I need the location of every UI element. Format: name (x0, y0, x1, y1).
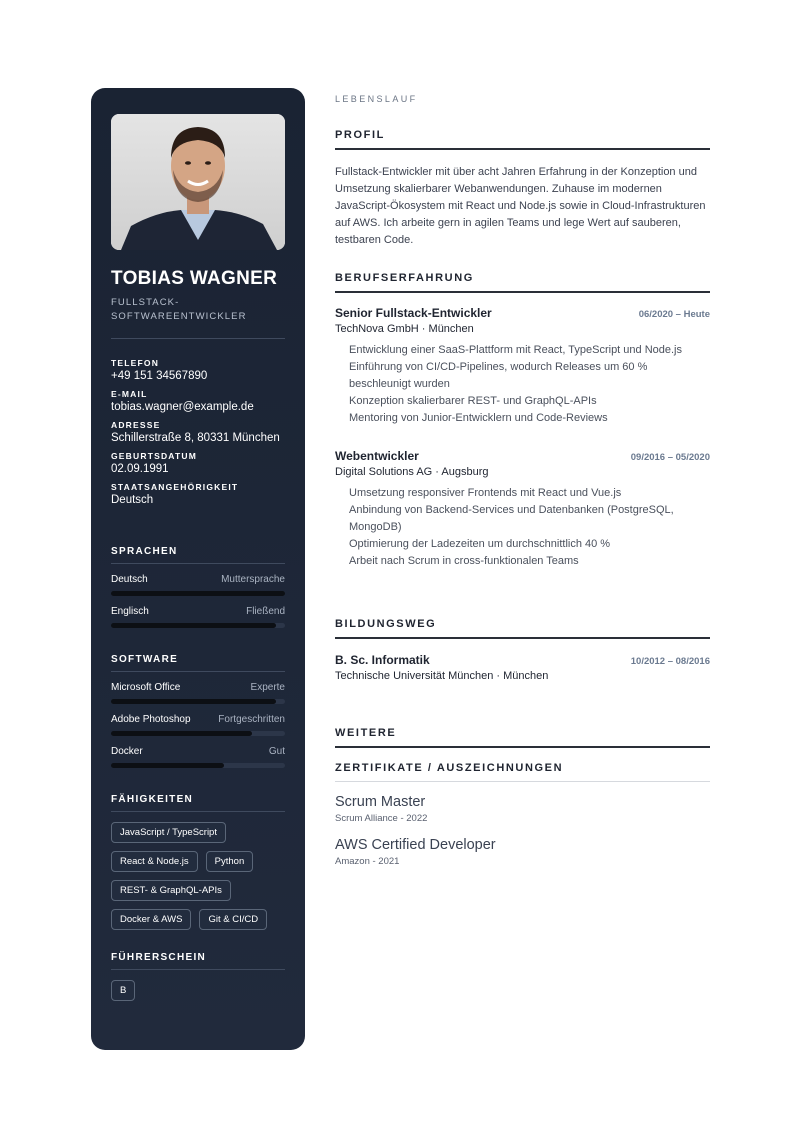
document-label: LEBENSLAUF (335, 94, 418, 104)
skill-tag: React & Node.js (111, 851, 198, 872)
contact-label: TELEFON (111, 358, 160, 368)
software-heading: SOFTWARE (111, 654, 285, 672)
certificate-name: Scrum Master (335, 794, 426, 810)
job-date: 06/2020 – Heute (638, 309, 710, 320)
education-heading: BILDUNGSWEG (335, 618, 710, 639)
language-level-bar (111, 623, 285, 628)
experience-heading: BERUFSERFAHRUNG (335, 272, 710, 293)
contact-value: Schillerstraße 8, 80331 München (111, 432, 280, 444)
job-duty: Optimierung der Ladezeiten um durchschnittlich 40 % (349, 538, 611, 550)
language-name: Deutsch (111, 574, 148, 585)
certificate-meta: Amazon - 2021 (335, 856, 400, 867)
skill-tag: JavaScript / TypeScript (111, 822, 226, 843)
level-bar-fill (111, 731, 252, 736)
skill-tags (111, 822, 285, 930)
job-title: Senior Fullstack-Entwickler (335, 306, 492, 320)
languages-heading: SPRACHEN (111, 546, 285, 564)
job-duty: Mentoring von Junior-Entwicklern und Code-Reviews (349, 412, 608, 424)
contact-section (111, 358, 285, 513)
degree-title: B. Sc. Informatik (335, 653, 430, 667)
job-duty: Einführung von CI/CD-Pipelines, wodurch Releases um 60 % beschleunigt wurden (349, 361, 648, 390)
level-bar-fill (111, 591, 285, 596)
contact-value: 02.09.1991 (111, 463, 169, 475)
contact-value: +49 151 34567890 (111, 370, 208, 382)
skills-section (111, 794, 285, 930)
other-heading: WEITERE (335, 727, 710, 748)
profile-photo (111, 114, 285, 250)
languages-section (111, 546, 285, 628)
language-row (111, 606, 285, 628)
contact-item-birthdate (111, 451, 285, 475)
software-name: Docker (111, 746, 143, 757)
certificate-entry (335, 837, 496, 867)
job-duty: Anbindung von Backend-Services und Datenbanken (PostgreSQL, MongoDB) (349, 504, 674, 533)
certificate-meta: Scrum Alliance - 2022 (335, 813, 428, 824)
software-row (111, 714, 285, 736)
divider (111, 338, 285, 339)
education-entry (335, 653, 710, 682)
skill-tag: Docker & AWS (111, 909, 191, 930)
contact-item-phone (111, 358, 285, 382)
contact-item-email (111, 389, 285, 413)
software-row (111, 682, 285, 704)
contact-value: Deutsch (111, 494, 154, 506)
software-level-bar (111, 699, 285, 704)
skill-tag: Git & CI/CD (199, 909, 267, 930)
contact-label: GEBURTSDATUM (111, 451, 198, 461)
software-level: Experte (250, 682, 285, 693)
contact-value: tobias.wagner@example.de (111, 401, 254, 413)
software-level-bar (111, 763, 285, 768)
software-section (111, 654, 285, 768)
language-level: Fließend (246, 606, 285, 617)
job-company: TechNova GmbH · München (335, 323, 474, 335)
contact-label: STAATSANGEHÖRIGKEIT (111, 482, 239, 492)
software-name: Microsoft Office (111, 682, 181, 693)
job-duty: Arbeit nach Scrum in cross-funktionalen Teams (349, 555, 579, 567)
license-tag: B (111, 980, 135, 1001)
software-level: Fortgeschritten (218, 714, 285, 725)
language-level-bar (111, 591, 285, 596)
person-job-title: FULLSTACK-SOFTWAREENTWICKLER (111, 297, 247, 322)
job-duty: Umsetzung responsiver Frontends mit React und Vue.js (349, 487, 622, 499)
level-bar-fill (111, 699, 276, 704)
sidebar (91, 88, 305, 1050)
education-school: Technische Universität München · München (335, 670, 549, 682)
language-name: Englisch (111, 606, 149, 617)
job-date: 09/2016 – 05/2020 (630, 452, 710, 463)
skills-heading: FÄHIGKEITEN (111, 794, 285, 812)
skill-tag: REST- & GraphQL-APIs (111, 880, 231, 901)
license-tags (111, 980, 285, 1001)
level-bar-fill (111, 623, 276, 628)
contact-label: E-MAIL (111, 389, 148, 399)
profile-heading: PROFIL (335, 129, 710, 150)
level-bar-fill (111, 763, 224, 768)
license-heading: FÜHRERSCHEIN (111, 952, 285, 970)
software-row (111, 746, 285, 768)
education-date: 10/2012 – 08/2016 (630, 656, 710, 667)
job-entry (335, 306, 710, 427)
certificate-entry (335, 794, 427, 824)
person-name: TOBIAS WAGNER (111, 268, 278, 289)
language-level: Muttersprache (221, 574, 285, 585)
language-row (111, 574, 285, 596)
contact-label: ADRESSE (111, 420, 161, 430)
skill-tag: Python (206, 851, 254, 872)
job-entry (335, 449, 710, 570)
job-duties (335, 342, 710, 427)
job-company: Digital Solutions AG · Augsburg (335, 466, 489, 478)
certificate-name: AWS Certified Developer (335, 837, 496, 853)
profile-text: Fullstack-Entwickler mit über acht Jahren Erfahrung in der Konzeption und Umsetzung skalierbarer Webanwendungen. Zuhause im modernen JavaScript-Ökosystem mit React und Node.js sowie in Cloud-Infrastrukturen auf AWS. Ich arbeite gern in agilen Teams und lege Wert auf sauberen, testbaren Code. (335, 166, 706, 246)
portrait-image (111, 114, 285, 250)
job-duty: Entwicklung einer SaaS-Plattform mit React, TypeScript und Node.js (349, 344, 683, 356)
job-duties (335, 485, 710, 570)
software-level: Gut (268, 746, 285, 757)
contact-item-nationality (111, 482, 285, 506)
contact-item-address (111, 420, 285, 444)
job-title: Webentwickler (335, 449, 419, 463)
job-duty: Konzeption skalierbarer REST- und GraphQL-APIs (349, 395, 597, 407)
license-section (111, 952, 285, 1001)
software-name: Adobe Photoshop (111, 714, 191, 725)
certificates-heading: ZERTIFIKATE / AUSZEICHNUNGEN (335, 762, 710, 782)
software-level-bar (111, 731, 285, 736)
